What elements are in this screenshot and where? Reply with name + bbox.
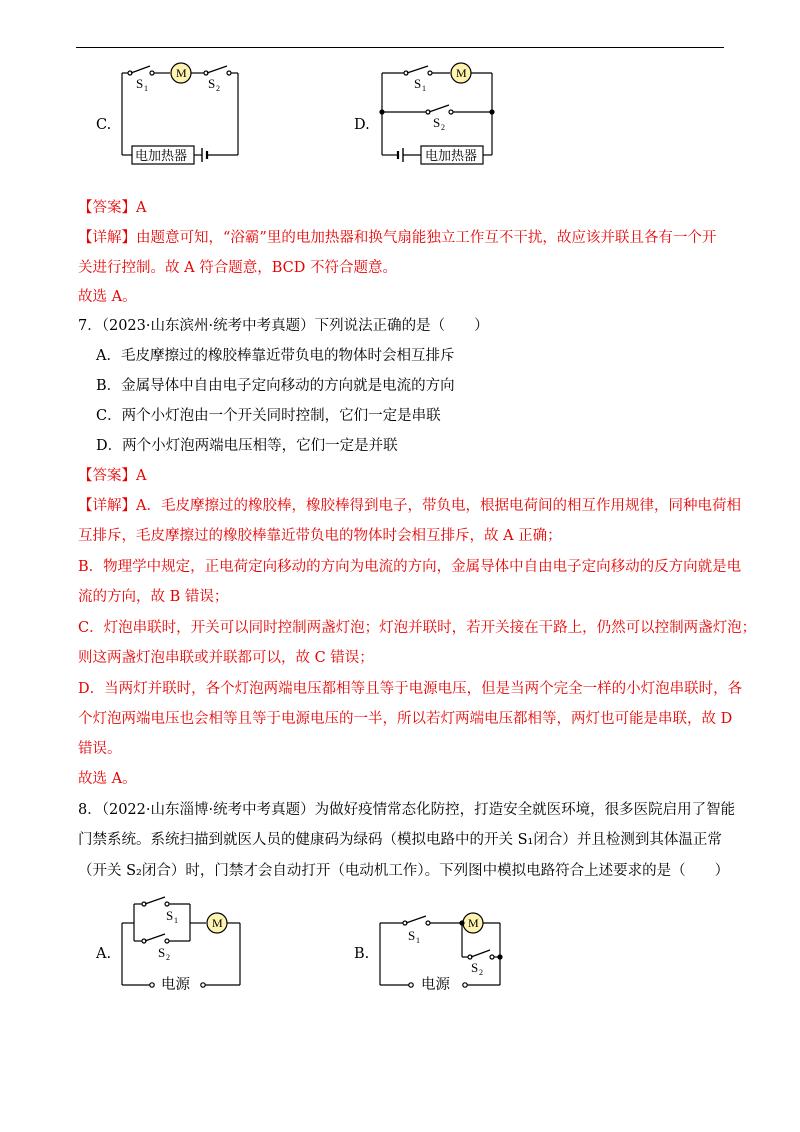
svg-text:2: 2 — [441, 123, 445, 132]
svg-text:M: M — [456, 66, 467, 80]
svg-text:M: M — [468, 916, 479, 930]
option-c-label: C. — [96, 117, 112, 133]
option-a-label: A. — [96, 946, 112, 962]
svg-text:S: S — [433, 115, 441, 130]
svg-text:1: 1 — [422, 84, 426, 93]
q7-detail-line9: 错误。 — [78, 741, 122, 757]
svg-text:电加热器: 电加热器 — [135, 148, 188, 163]
q6-choose: 故选 A。 — [78, 289, 137, 305]
svg-text:M: M — [212, 916, 223, 930]
q6-detail-line1: 【详解】由题意可知，“浴霸”里的电加热器和换气扇能独立工作互不干扰，故应该并联且各有一个开 — [78, 230, 717, 246]
q7-detail-line4: 流的方向，故 B 错误； — [78, 589, 229, 605]
svg-text:2: 2 — [479, 968, 483, 977]
q7-option-a: A．毛皮摩擦过的橡胶棒靠近带负电的物体时会相互排斥 — [96, 348, 455, 364]
power-label-b: 电源 — [421, 977, 450, 993]
q7-choose: 故选 A。 — [78, 771, 137, 787]
svg-text:S: S — [471, 960, 479, 975]
q7-detail-line3: B．物理学中规定，正电荷定向移动的方向为电流的方向，金属导体中自由电子定向移动的反方向就是电 — [78, 559, 742, 575]
svg-text:S: S — [166, 908, 174, 923]
option-d-label: D. — [354, 117, 370, 133]
answer-value: A — [136, 200, 147, 216]
option-b-label: B. — [354, 946, 370, 962]
q7-stem: 7．（2023·山东滨州·统考中考真题）下列说法正确的是（ ） — [78, 318, 489, 334]
q7-option-c: C．两个小灯泡由一个开关同时控制，它们一定是串联 — [96, 408, 441, 424]
svg-text:2: 2 — [166, 953, 170, 962]
svg-text:S: S — [136, 76, 144, 91]
svg-text:1: 1 — [416, 936, 420, 945]
power-label-a: 电源 — [161, 977, 190, 993]
q6-answer — [78, 198, 146, 218]
svg-text:1: 1 — [174, 916, 178, 925]
q8-stem-line3: （开关 S₂闭合）时，门禁才会自动打开（电动机工作）。下列图中模拟电路符合上述要求的是（ ） — [78, 863, 730, 879]
q7-option-b: B．金属导体中自由电子定向移动的方向就是电流的方向 — [96, 378, 455, 394]
svg-text:S: S — [208, 76, 216, 91]
q7-detail-line2: 互排斥，毛皮摩擦过的橡胶棒靠近带负电的物体时会相互排斥，故 A 正确； — [78, 528, 562, 544]
q7-detail-line1: 【详解】A．毛皮摩擦过的橡胶棒，橡胶棒得到电子，带负电，根据电荷间的相互作用规律，同种电荷相 — [78, 498, 741, 514]
q7-detail-line7: D．当两灯并联时，各个灯泡两端电压都相等且等于电源电压，但是当两个完全一样的小灯泡串联时，各 — [78, 681, 743, 697]
q7-option-d: D．两个小灯泡两端电压相等，它们一定是并联 — [96, 438, 398, 454]
svg-text:S: S — [414, 76, 422, 91]
svg-text:M: M — [176, 66, 187, 80]
answer-tag: 【答案】 — [78, 200, 136, 216]
svg-text:S: S — [158, 945, 166, 960]
svg-text:2: 2 — [216, 84, 220, 93]
svg-text:S: S — [408, 928, 416, 943]
q7-detail-line5: C．灯泡串联时，开关可以同时控制两盏灯泡；灯泡并联时，若开关接在干路上，仍然可以控制两盏灯泡； — [78, 620, 757, 636]
q7-detail-line8: 个灯泡两端电压也会相等且等于电源电压的一半，所以若灯两端电压都相等，两灯也可能是串联，故 D — [78, 711, 733, 727]
svg-text:电加热器: 电加热器 — [425, 148, 478, 163]
circuit-a — [122, 897, 240, 987]
svg-text:1: 1 — [144, 84, 148, 93]
q6-detail-line2: 关进行控制。故 A 符合题意，BCD 不符合题意。 — [78, 260, 397, 276]
q8-stem-line2: 门禁系统。系统扫描到就医人员的健康码为绿码（模拟电路中的开关 S₁闭合）并且检测到其体温正常 — [78, 832, 722, 848]
q7-answer: 【答案】A — [78, 468, 147, 484]
detail-tag: 【详解】 — [78, 230, 136, 246]
q8-stem-line1: 8．（2022·山东淄博·统考中考真题）为做好疫情常态化防控，打造安全就医环境，很多医院启用了智能 — [78, 802, 736, 818]
q7-detail-line6: 则这两盏灯泡串联或并联都可以，故 C 错误； — [78, 650, 374, 666]
